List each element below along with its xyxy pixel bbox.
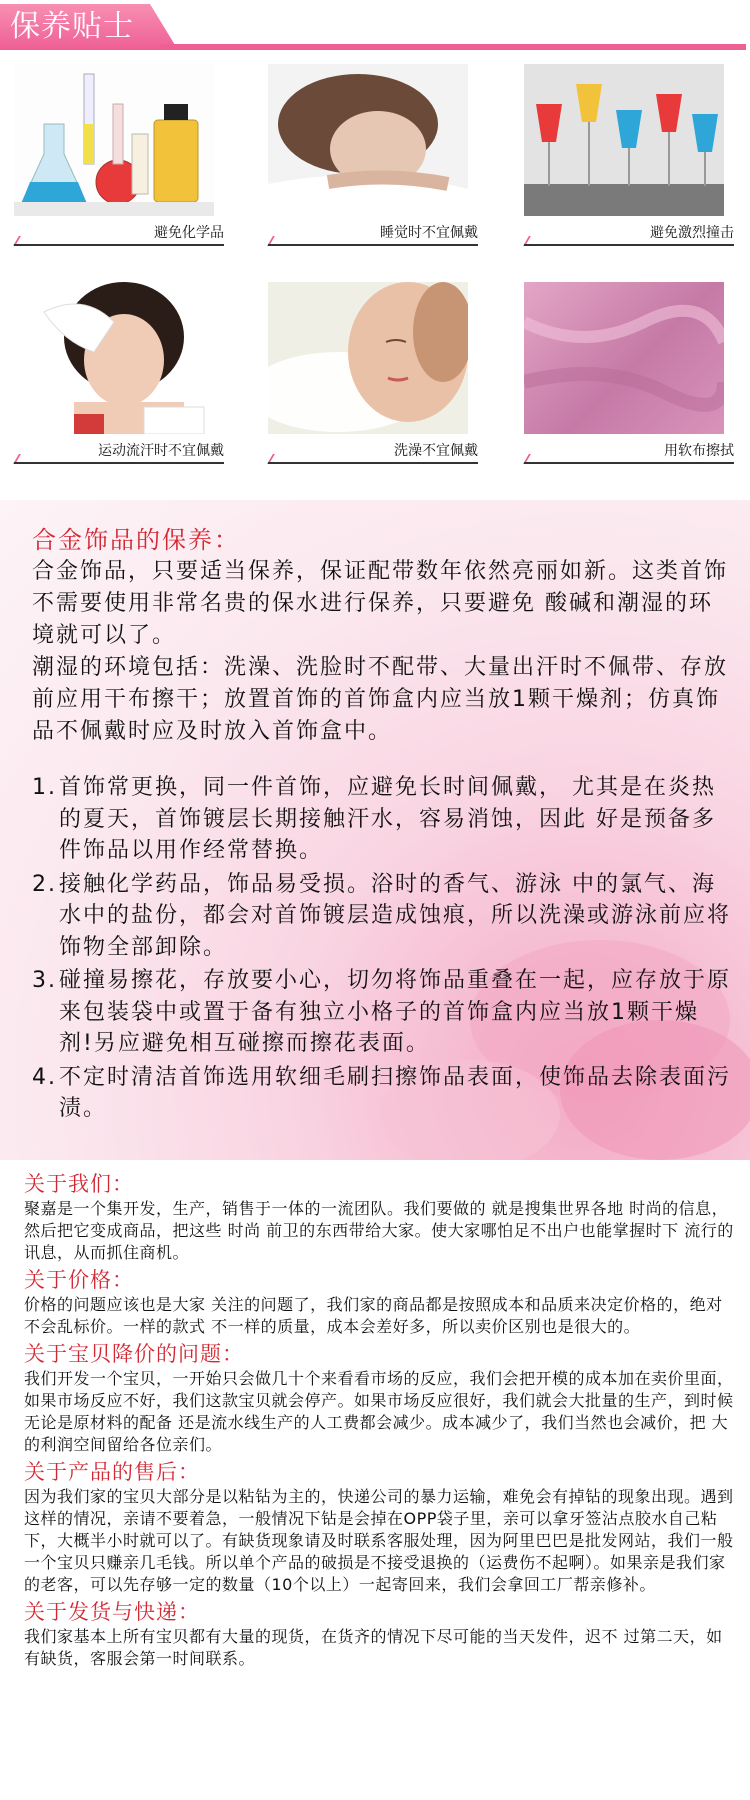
list-text: 接触化学药品，饰品易受损。浴时的香气、游泳 中的氯气、海水中的盐份，都会对首饰镀层造成蚀痕，所以洗澡或游泳前应将饰物全部卸除。 bbox=[59, 871, 732, 960]
tip-card bbox=[268, 64, 478, 244]
soft-cloth-image bbox=[524, 282, 724, 434]
caption-underline bbox=[14, 462, 224, 464]
list-number: 3. bbox=[32, 968, 57, 993]
list-text: 不定时清洁首饰选用软细毛刷扫擦饰品表面，使饰品去除表面污渍。 bbox=[59, 1064, 732, 1121]
list-item bbox=[32, 772, 732, 867]
caption-underline bbox=[268, 462, 478, 464]
about-heading-discount: 关于宝贝降价的问题： bbox=[24, 1342, 244, 1366]
tip-card bbox=[524, 64, 734, 244]
list-text: 首饰常更换，同一件首饰，应避免长时间佩戴， 尤其是在炎热的夏天，首饰镀层长期接触汗水，容易消蚀，因此 好是预备多件饰品以用作经常替换。 bbox=[59, 775, 716, 863]
care-list bbox=[32, 772, 732, 1127]
about-heading-shipping: 关于发货与快递： bbox=[24, 1600, 200, 1624]
list-item bbox=[32, 869, 732, 964]
tip-caption: 避免激烈撞击 bbox=[650, 225, 734, 241]
care-intro: 合金饰品，只要适当保养，保证配带数年依然亮丽如新。这类首饰不需要使用非常名贵的保水进行保养，只要避免 酸碱和潮湿的环境就可以了。 bbox=[32, 559, 729, 648]
care-title: 合金饰品的保养： bbox=[32, 526, 240, 554]
about-section bbox=[24, 1170, 734, 1672]
chemical-flasks-icon bbox=[14, 64, 214, 216]
towel-woman-icon bbox=[14, 282, 214, 434]
sleeping-woman-icon bbox=[268, 64, 468, 216]
tip-card bbox=[268, 282, 478, 462]
list-text: 碰撞易擦花，存放要小心，切勿将饰品重叠在一起，应存放于原来包装袋中或置于备有独立小格子的首饰盒内应当放1颗干燥剂!另应避免相互碰擦而擦花表面。 bbox=[59, 968, 732, 1056]
about-body-aftersale: 因为我们家的宝贝大部分是以粘钻为主的，快递公司的暴力运输，难免会有掉钻的现象出现。遇到这样的情况，亲请不要着急，一般情况下钻是会掉在OPP袋子里，亲可以拿牙签沾点胶水自己粘下，大概半小时就可以了。有缺货现象请及时联系客服处理，因为阿里巴巴是批发网站，我们一般一个宝贝只赚亲几毛钱。所以单个产品的破损是不接受退换的（运费伤不起啊）。如果亲是我们家的老客，可以先存够一定的数量（10个以上）一起寄回来，我们会拿回工厂帮亲修补。 bbox=[24, 1487, 734, 1594]
sleeping-woman-image bbox=[268, 64, 468, 216]
header-divider bbox=[160, 44, 746, 50]
tip-caption: 睡觉时不宜佩戴 bbox=[380, 225, 478, 241]
page-title: 保养贴士 bbox=[10, 9, 134, 44]
caption-underline bbox=[524, 462, 734, 464]
bathing-woman-image bbox=[268, 282, 468, 434]
about-heading-price: 关于价格： bbox=[24, 1268, 134, 1292]
wine-glasses-icon bbox=[524, 64, 724, 216]
list-item bbox=[32, 965, 732, 1060]
about-body-discount: 我们开发一个宝贝，一开始只会做几十个来看看市场的反应，我们会把开模的成本加在卖价里面，如果市场反应不好，我们这款宝贝就会停产。如果市场反应很好，我们就会大批量的生产，到时候无论是原材料的配备 还是流水线生产的人工费都会减少。成本减少了，我们当然也会减价，把 大的利润空间留给各位亲们。 bbox=[24, 1369, 734, 1454]
about-heading-us: 关于我们： bbox=[24, 1172, 134, 1196]
caption-underline bbox=[524, 244, 734, 246]
list-item bbox=[32, 1062, 732, 1125]
caption-underline bbox=[14, 244, 224, 246]
caption-underline bbox=[268, 244, 478, 246]
about-heading-aftersale: 关于产品的售后： bbox=[24, 1460, 200, 1484]
towel-woman-image bbox=[14, 282, 214, 434]
tip-card bbox=[14, 282, 224, 462]
soft-cloth-icon bbox=[524, 282, 724, 434]
tip-card bbox=[524, 282, 734, 462]
tip-caption: 运动流汗时不宜佩戴 bbox=[98, 443, 224, 459]
about-body-price: 价格的问题应该也是大家 关注的问题了，我们家的商品都是按照成本和品质来决定价格的，绝对不会乱标价。一样的款式 不一样的质量，成本会差好多，所以卖价区别也是很大的。 bbox=[24, 1295, 723, 1336]
list-number: 1. bbox=[32, 775, 57, 800]
tip-caption: 洗澡不宜佩戴 bbox=[394, 443, 478, 459]
wine-glasses-image bbox=[524, 64, 724, 216]
about-body-us: 聚嘉是一个集开发，生产，销售于一体的一流团队。我们要做的 就是搜集世界各地 时尚的信息，然后把它变成商品，把这些 时尚 前卫的东西带给大家。使大家哪怕足不出户也能掌握时下 流行的讯息，从而抓住商机。 bbox=[24, 1199, 734, 1262]
care-tips-grid bbox=[0, 64, 750, 494]
alloy-care-section bbox=[0, 500, 750, 1160]
tip-card bbox=[14, 64, 224, 244]
about-body-shipping: 我们家基本上所有宝贝都有大量的现货，在货齐的情况下尽可能的当天发件，迟不 过第二天，如有缺货，客服会第一时间联系。 bbox=[24, 1627, 723, 1668]
list-number: 2. bbox=[32, 871, 57, 897]
tip-caption: 避免化学品 bbox=[154, 225, 224, 241]
chemical-flasks-image bbox=[14, 64, 214, 216]
bathing-woman-icon bbox=[268, 282, 468, 434]
section-header bbox=[0, 0, 750, 56]
tip-caption: 用软布擦拭 bbox=[664, 443, 734, 459]
care-humidity: 潮湿的环境包括：洗澡、洗脸时不配带、大量出汗时不佩带、存放前应用干布擦干；放置首饰的首饰盒内应当放1颗干燥剂；仿真饰品不佩戴时应及时放入首饰盒中。 bbox=[32, 655, 729, 744]
list-number: 4. bbox=[32, 1064, 57, 1090]
